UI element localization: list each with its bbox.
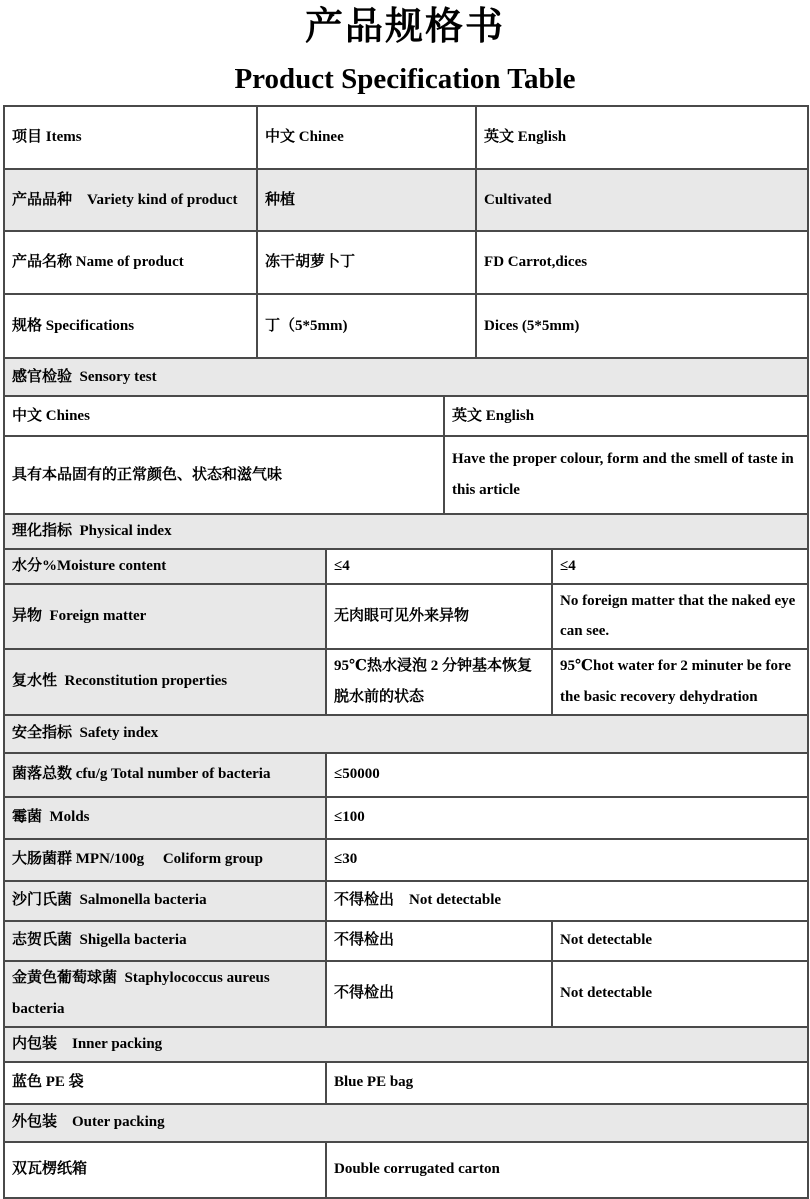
safety-section-title: 安全指标 Safety index	[4, 715, 808, 753]
row-total-bacteria	[4, 753, 808, 797]
product-name-label: 产品名称 Name of product	[4, 231, 257, 294]
coliform-value: ≤30	[326, 839, 808, 881]
reconstitution-label: 复水性 Reconstitution properties	[4, 649, 326, 715]
specifications-zh: 丁（5*5mm)	[257, 294, 476, 358]
sensory-col-en: 英文 English	[444, 396, 808, 436]
outer-packing-en: Double corrugated carton	[326, 1142, 808, 1198]
inner-packing-header-row	[4, 1027, 808, 1062]
staphylococcus-label: 金黄色葡萄球菌 Staphylococcus aureus bacteria	[4, 961, 326, 1027]
coliform-label: 大肠菌群 MPN/100g Coliform group	[4, 839, 326, 881]
outer-packing-header-row	[4, 1104, 808, 1142]
row-reconstitution	[4, 649, 808, 715]
inner-packing-en: Blue PE bag	[326, 1062, 808, 1104]
basic-header-row	[4, 106, 808, 169]
physical-section-header-row	[4, 514, 808, 549]
row-foreign-matter	[4, 584, 808, 650]
inner-packing-title: 内包装 Inner packing	[4, 1027, 808, 1062]
row-specifications	[4, 294, 808, 358]
sensory-section-title: 感官检验 Sensory test	[4, 358, 808, 396]
physical-section-title: 理化指标 Physical index	[4, 514, 808, 549]
basic-header-english: 英文 English	[476, 106, 808, 169]
staphylococcus-en: Not detectable	[552, 961, 808, 1027]
moisture-label: 水分%Moisture content	[4, 549, 326, 584]
product-name-en: FD Carrot,dices	[476, 231, 808, 294]
foreign-matter-zh: 无肉眼可见外来异物	[326, 584, 552, 650]
foreign-matter-en: No foreign matter that the naked eye can see.	[552, 584, 808, 650]
specifications-label: 规格 Specifications	[4, 294, 257, 358]
sensory-en: Have the proper colour, form and the smell of taste in this article	[444, 436, 808, 514]
basic-header-items: 项目 Items	[4, 106, 257, 169]
sensory-zh: 具有本品固有的正常颜色、状态和滋气味	[4, 436, 444, 514]
row-coliform	[4, 839, 808, 881]
reconstitution-zh: 95℃热水浸泡 2 分钟基本恢复脱水前的状态	[326, 649, 552, 715]
row-molds	[4, 797, 808, 839]
shigella-en: Not detectable	[552, 921, 808, 961]
moisture-en: ≤4	[552, 549, 808, 584]
row-shigella	[4, 921, 808, 961]
shigella-label: 志贺氏菌 Shigella bacteria	[4, 921, 326, 961]
basic-header-chinese: 中文 Chinee	[257, 106, 476, 169]
row-staphylococcus	[4, 961, 808, 1027]
row-product-name	[4, 231, 808, 294]
outer-packing-title: 外包装 Outer packing	[4, 1104, 808, 1142]
sensory-col-zh: 中文 Chines	[4, 396, 444, 436]
salmonella-label: 沙门氏菌 Salmonella bacteria	[4, 881, 326, 921]
product-name-zh: 冻干胡萝卜丁	[257, 231, 476, 294]
salmonella-value: 不得检出 Not detectable	[326, 881, 808, 921]
variety-label: 产品品种 Variety kind of product	[4, 169, 257, 231]
page-title-zh: 产品规格书	[304, 6, 505, 48]
specifications-en: Dices (5*5mm)	[476, 294, 808, 358]
total-bacteria-label: 菌落总数 cfu/g Total number of bacteria	[4, 753, 326, 797]
row-salmonella	[4, 881, 808, 921]
safety-section-header-row	[4, 715, 808, 753]
moisture-zh: ≤4	[326, 549, 552, 584]
spec-table	[3, 105, 809, 1199]
total-bacteria-value: ≤50000	[326, 753, 808, 797]
variety-en: Cultivated	[476, 169, 808, 231]
outer-packing-zh: 双瓦楞纸箱	[4, 1142, 326, 1198]
variety-zh: 种植	[257, 169, 476, 231]
row-variety	[4, 169, 808, 231]
staphylococcus-zh: 不得检出	[326, 961, 552, 1027]
page-title-en: Product Specification Table	[234, 63, 576, 95]
molds-label: 霉菌 Molds	[4, 797, 326, 839]
shigella-zh: 不得检出	[326, 921, 552, 961]
row-inner-packing	[4, 1062, 808, 1104]
sensory-col-header-row	[4, 396, 808, 436]
reconstitution-en: 95℃hot water for 2 minuter be fore the basic recovery dehydration	[552, 649, 808, 715]
foreign-matter-label: 异物 Foreign matter	[4, 584, 326, 650]
row-moisture	[4, 549, 808, 584]
sensory-content-row	[4, 436, 808, 514]
row-outer-packing	[4, 1142, 808, 1198]
sensory-section-header-row	[4, 358, 808, 396]
molds-value: ≤100	[326, 797, 808, 839]
inner-packing-zh: 蓝色 PE 袋	[4, 1062, 326, 1104]
